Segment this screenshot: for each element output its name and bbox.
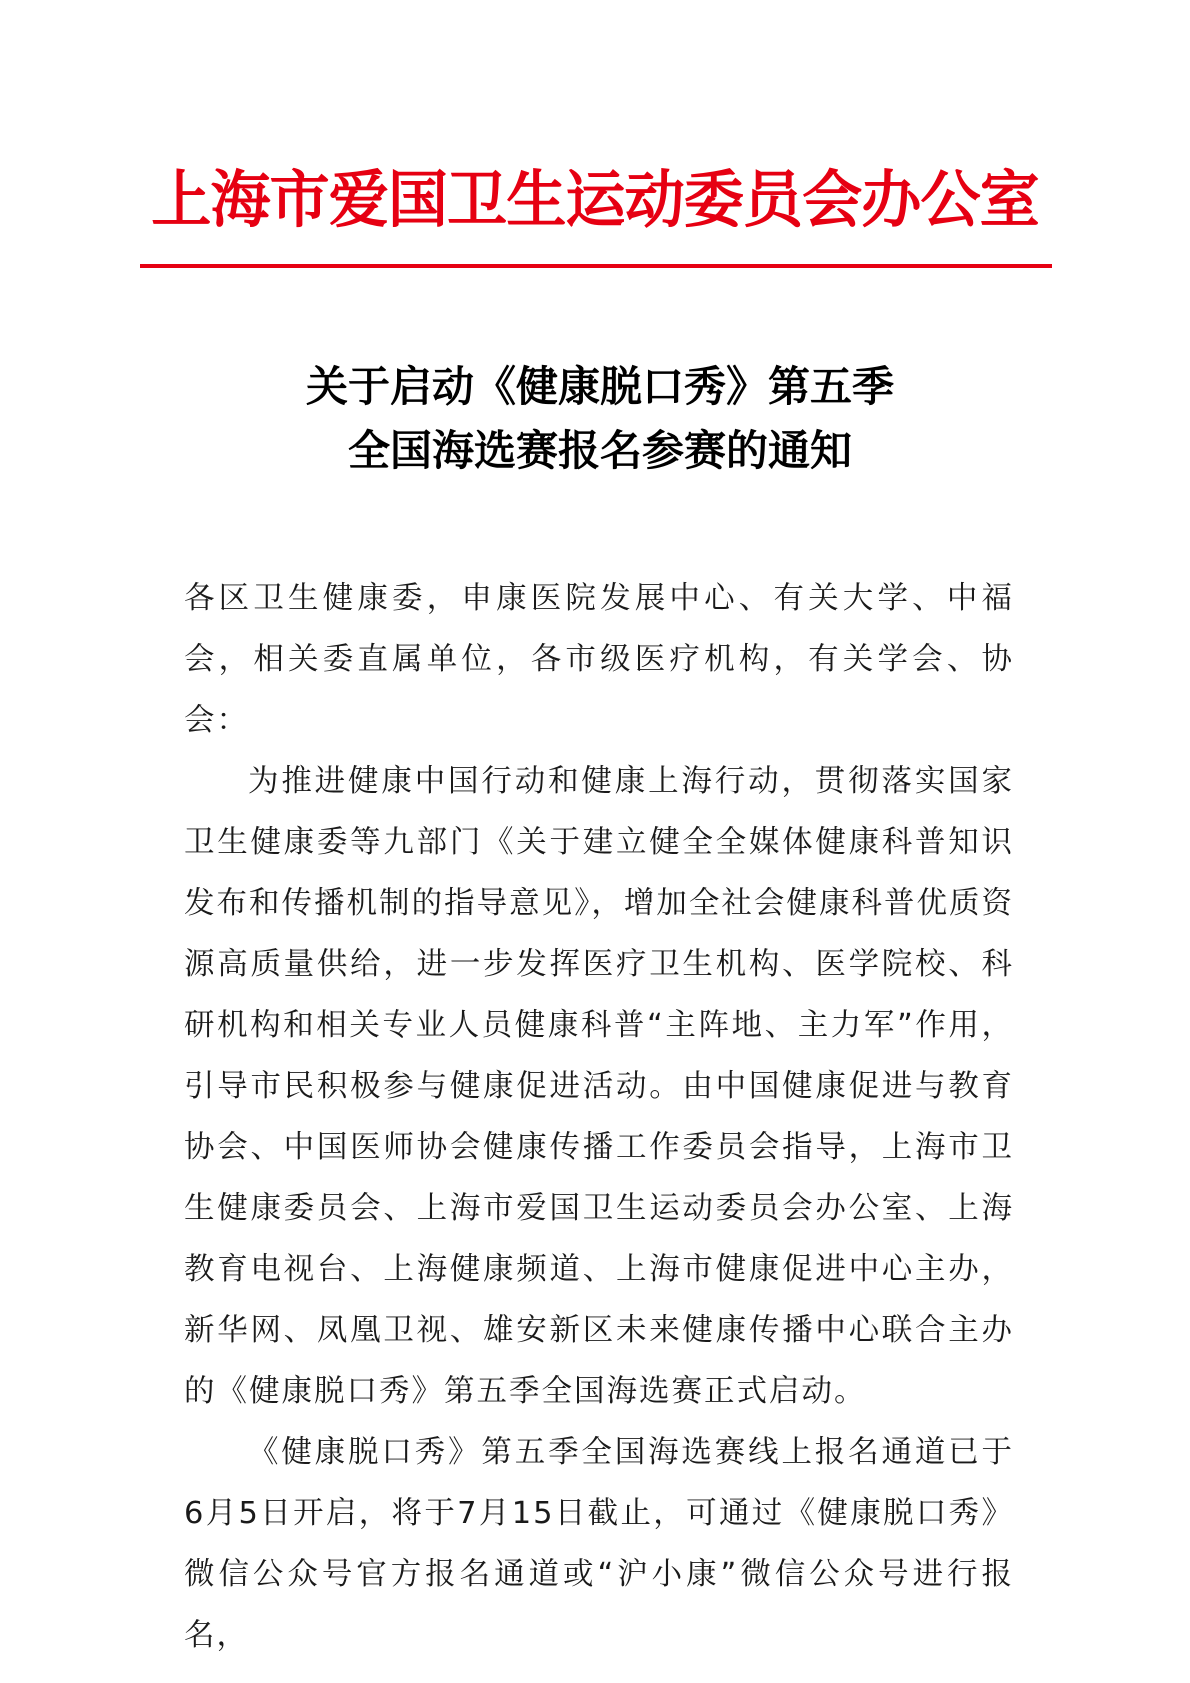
notice-body xyxy=(184,568,1014,1666)
notice-title-line-2: 全国海选赛报名参赛的通知 xyxy=(347,426,852,475)
letterhead-red-rule xyxy=(140,264,1052,268)
notice-title-line-1: 关于启动《健康脱口秀》第五季 xyxy=(305,362,894,411)
letterhead-issuer: 上海市爱国卫生运动委员会办公室 xyxy=(151,163,1039,236)
salutation: 各区卫生健康委，申康医院发展中心、有关大学、中福会，相关委直属单位，各市级医疗机构，有关学会、协会： xyxy=(184,581,1014,738)
body-paragraph-1: 为推进健康中国行动和健康上海行动，贯彻落实国家卫生健康委等九部门《关于建立健全全媒体健康科普知识发布和传播机制的指导意见》，增加全社会健康科普优质资源高质量供给，进一步发挥医疗卫生机构、医学院校、科研机构和相关专业人员健康科普“主阵地、主力军”作用，引导市民积极参与健康促进活动。由中国健康促进与教育协会、中国医师协会健康传播工作委员会指导，上海市卫生健康委员会、上海市爱国卫生运动委员会办公室、上海教育电视台、上海健康频道、上海市健康促进中心主办，新华网、凤凰卫视、雄安新区未来健康传播中心联合主办的《健康脱口秀》第五季全国海选赛正式启动。 xyxy=(184,764,1014,1409)
notice-title xyxy=(150,355,1050,483)
body-paragraph-2: 《健康脱口秀》第五季全国海选赛线上报名通道已于6月5日开启，将于7月15日截止，可通过《健康脱口秀》微信公众号官方报名通道或“沪小康”微信公众号进行报名， xyxy=(184,1435,1014,1653)
